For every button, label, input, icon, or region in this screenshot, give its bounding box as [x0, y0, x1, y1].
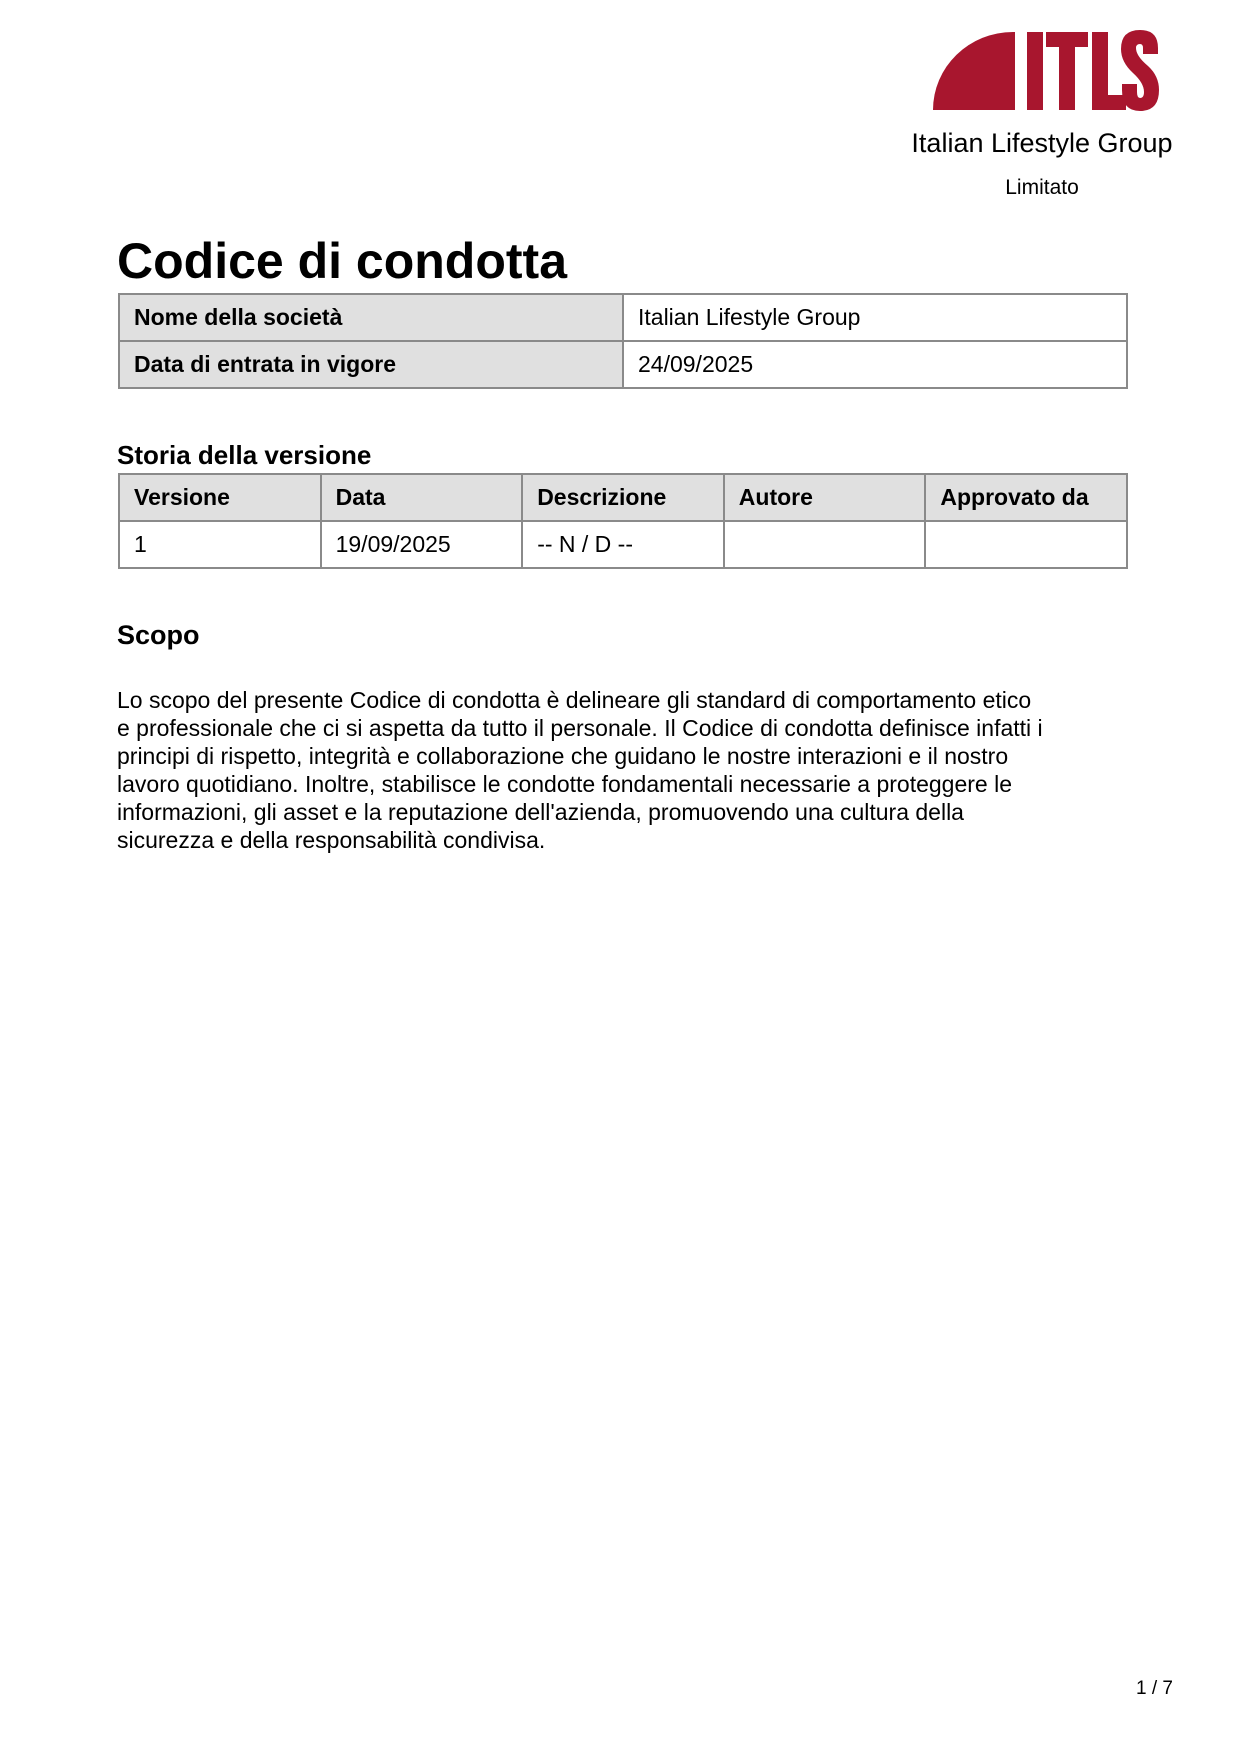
paragraph-line: principi di rispetto, integrità e collaborazione che guidano le nostre interazioni e il nostro [117, 743, 1009, 769]
page-title: Codice di condotta [117, 233, 567, 289]
column-header: Approvato da [925, 474, 1127, 521]
column-header: Data [321, 474, 523, 521]
paragraph-line: lavoro quotidiano. Inoltre, stabilisce le condotte fondamentali necessarie a proteggere le [117, 771, 1013, 797]
info-table [118, 293, 1128, 389]
info-value: Italian Lifestyle Group [623, 294, 1127, 341]
paragraph-line: informazioni, gli asset e la reputazione dell'azienda, promuovendo una cultura della [117, 799, 964, 825]
scope-heading: Scopo [117, 620, 200, 650]
table-cell: -- N / D -- [522, 521, 724, 568]
column-header: Autore [724, 474, 926, 521]
column-header: Versione [119, 474, 321, 521]
company-name: Italian Lifestyle Group [911, 128, 1173, 158]
itls-logo [930, 28, 1162, 114]
paragraph-line: sicurezza e della responsabilità condivisa. [117, 827, 546, 853]
info-value: 24/09/2025 [623, 341, 1127, 388]
table-row [119, 341, 1127, 388]
column-header: Descrizione [522, 474, 724, 521]
table-row [119, 294, 1127, 341]
table-cell [925, 521, 1127, 568]
history-heading: Storia della versione [117, 440, 372, 470]
info-label: Data di entrata in vigore [119, 341, 623, 388]
table-cell: 19/09/2025 [321, 521, 523, 568]
paragraph-line: Lo scopo del presente Codice di condotta è delineare gli standard di comportamento etico [117, 687, 1032, 713]
page-number: 1 / 7 [1136, 1678, 1173, 1699]
version-history-table [118, 473, 1128, 569]
table-cell [724, 521, 926, 568]
table-header-row [119, 474, 1127, 521]
table-row [119, 521, 1127, 568]
table-cell: 1 [119, 521, 321, 568]
scope-paragraph [117, 686, 1043, 854]
classification-label: Limitato [1005, 176, 1079, 199]
info-label: Nome della società [119, 294, 623, 341]
paragraph-line: e professionale che ci si aspetta da tutto il personale. Il Codice di condotta definisce infatti i [117, 715, 1043, 741]
